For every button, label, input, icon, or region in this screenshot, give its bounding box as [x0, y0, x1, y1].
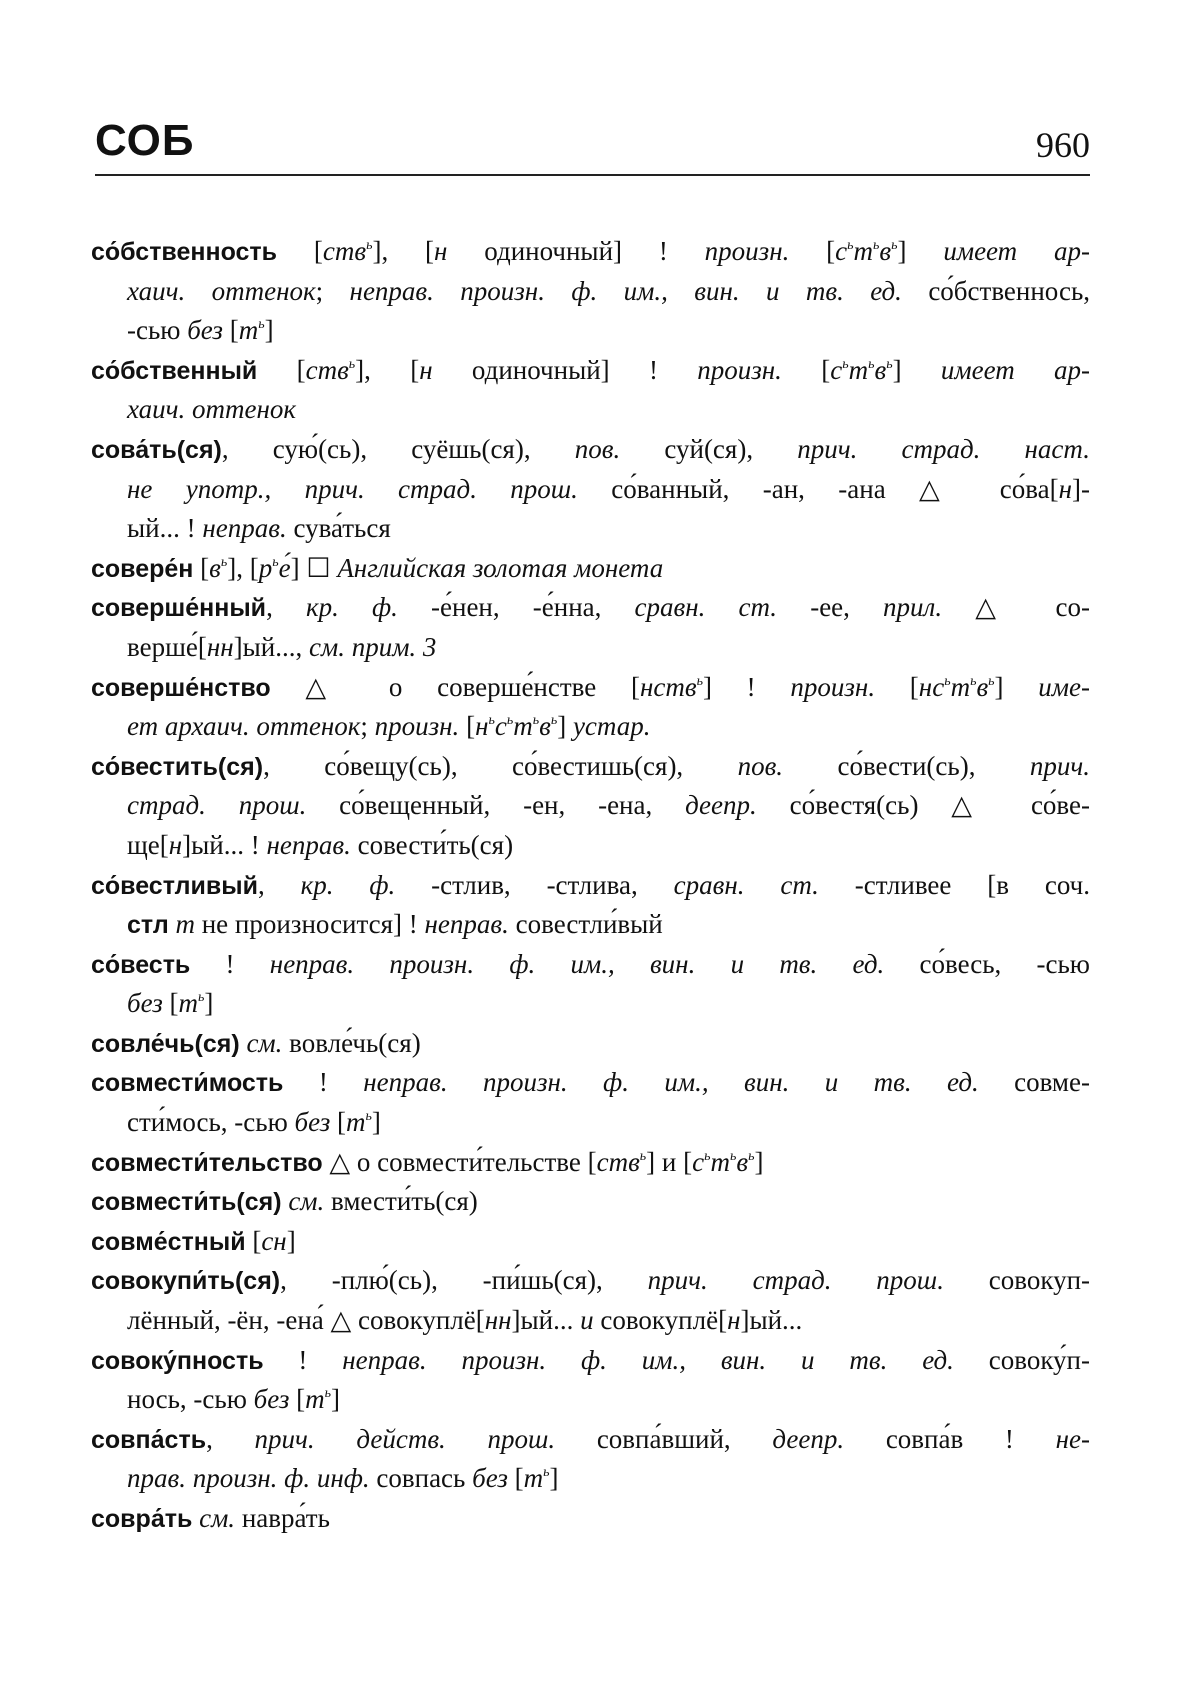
- page-number: 960: [1036, 125, 1090, 165]
- text: сува́ться: [286, 513, 391, 544]
- superscript-mark: ь: [365, 1109, 372, 1125]
- italic-label: деепр.: [772, 1423, 845, 1454]
- italic-label: в: [539, 711, 551, 742]
- text: [: [289, 1384, 306, 1415]
- entry-line: [91, 984, 1090, 1024]
- text: △ о соверше́нстве [: [270, 671, 640, 702]
- italic-label: неправ. произн. ф. им., вин. и тв. ед.: [363, 1067, 979, 1098]
- superscript-mark: ь: [506, 713, 514, 729]
- italic-label: сравн. ст.: [673, 869, 819, 900]
- italic-label: т: [346, 1107, 366, 1138]
- entry-line: [91, 668, 1090, 708]
- headword: совокупи́ть(ся): [91, 1267, 281, 1296]
- text: ]ый...,: [233, 631, 309, 662]
- italic-label: неправ. произн. ф. им., вин. и тв. ед.: [269, 948, 885, 979]
- headword: соверше́нный: [91, 594, 267, 623]
- text: -стлив, -стлива,: [395, 869, 674, 900]
- entry-line: [91, 1499, 1090, 1539]
- italic-label: т: [523, 1463, 544, 1494]
- headword: совмести́тельство: [91, 1148, 323, 1177]
- text: ], [: [355, 354, 420, 385]
- italic-label: ств: [305, 354, 349, 385]
- text: навра́ть: [235, 1503, 330, 1533]
- superscript-mark: ь: [847, 238, 854, 253]
- text: , -плю́(сь), -пи́шь(ся),: [280, 1265, 648, 1296]
- italic-label: см. прим. 3: [308, 631, 437, 662]
- text: ]: [892, 354, 941, 385]
- headword: со́бственный: [91, 356, 258, 385]
- italic-label: см.: [288, 1186, 325, 1217]
- italic-label: без: [187, 315, 223, 346]
- entry-line: [91, 509, 1090, 549]
- text: !: [283, 1067, 364, 1098]
- headword: со́весть: [91, 950, 191, 979]
- headword: со́бственность: [91, 238, 278, 266]
- headword: совра́ть: [91, 1505, 193, 1533]
- italic-label: устар.: [572, 711, 651, 742]
- entry-line: [91, 390, 1090, 430]
- entry-line: [91, 1063, 1090, 1103]
- text: нось, -сью: [127, 1384, 254, 1415]
- text: ] ☐: [290, 552, 338, 583]
- entry-line: [91, 1380, 1090, 1420]
- text: [: [245, 1225, 262, 1256]
- text: совпась: [369, 1463, 473, 1494]
- text: со́ванный, -ан, -ана △ со́ва[: [577, 473, 1059, 504]
- superscript-mark: ь: [988, 673, 995, 689]
- text: ]: [204, 988, 214, 1019]
- text: вмести́ть(ся): [324, 1186, 478, 1217]
- italic-label: в: [976, 671, 989, 702]
- italic-label: кр. ф.: [300, 869, 396, 900]
- text: [: [277, 236, 323, 266]
- headword: совпа́сть: [91, 1425, 207, 1454]
- superscript-mark: ь: [532, 713, 540, 729]
- italic-label: прич. страд. наст.: [797, 433, 1090, 464]
- text: , сую́(сь), суёшь(ся),: [221, 433, 575, 464]
- entry-line: [91, 311, 1090, 351]
- italic-label: т: [513, 711, 533, 742]
- text: совпа́в !: [844, 1423, 1056, 1454]
- text: ,: [257, 869, 301, 900]
- headword: совере́н: [91, 554, 194, 583]
- text: ]ый...: [511, 1305, 581, 1336]
- text: ,: [206, 1423, 255, 1454]
- superscript-mark: ь: [488, 713, 495, 729]
- text: ]: [557, 711, 573, 742]
- text: [: [162, 988, 179, 1019]
- page-header: [95, 118, 1090, 176]
- superscript-mark: ь: [873, 238, 880, 253]
- text: [: [257, 354, 306, 385]
- entry-line: [91, 430, 1090, 470]
- text: сти́мось, -сью: [127, 1107, 295, 1138]
- dictionary-entry: [91, 1261, 1090, 1340]
- text: ]: [264, 315, 274, 346]
- italic-label: в: [736, 1146, 749, 1177]
- dictionary-entry: [91, 430, 1090, 549]
- text: ] и [: [646, 1146, 693, 1177]
- text: совокуп-: [943, 1265, 1091, 1296]
- italic-label: деепр.: [685, 790, 757, 821]
- italic-label: с: [494, 711, 507, 742]
- entry-line: [91, 351, 1090, 391]
- italic-label: неправ.: [424, 909, 509, 940]
- superscript-mark: ь: [550, 713, 558, 729]
- italic-label: без: [294, 1107, 331, 1138]
- text: ] !: [702, 671, 791, 702]
- italic-label: ств: [322, 236, 367, 266]
- italic-label: н: [1058, 473, 1073, 504]
- italic-label: т: [238, 315, 259, 346]
- italic-label: Английская золотая монета: [337, 552, 664, 583]
- text: со́бственнось,: [901, 275, 1091, 306]
- headword: стл: [127, 911, 169, 940]
- entry-line: [91, 945, 1090, 985]
- superscript-mark: ь: [348, 356, 356, 372]
- italic-label: без: [127, 988, 163, 1019]
- superscript-mark: ь: [258, 317, 265, 333]
- italic-label: т: [950, 671, 971, 702]
- italic-label: прич.: [1029, 750, 1090, 781]
- text: со́весь, -сью: [884, 948, 1090, 979]
- superscript-mark: ь: [696, 673, 703, 689]
- superscript-mark: ь: [842, 356, 849, 372]
- text: ]ый...: [740, 1305, 803, 1336]
- italic-label: кр. ф.: [305, 592, 398, 623]
- entry-line: [91, 1261, 1090, 1301]
- italic-label: неправ. произн. ф. им., вин. и тв. ед.: [342, 1344, 954, 1375]
- text: со́вестя(сь) △ со́ве-: [756, 790, 1090, 821]
- dictionary-entry: [91, 1499, 1090, 1539]
- italic-label: в: [874, 354, 887, 385]
- headword: совме́стный: [91, 1227, 246, 1256]
- italic-label: прич. страд. прош.: [647, 1265, 944, 1296]
- text: ]: [994, 671, 1039, 702]
- text: [: [507, 1463, 524, 1494]
- italic-label: сравн. ст.: [634, 592, 778, 623]
- text: !: [190, 948, 270, 979]
- text: ;: [360, 711, 375, 742]
- italic-label: см.: [199, 1503, 236, 1533]
- italic-label: т: [710, 1146, 730, 1177]
- headword: соверше́нство: [91, 673, 271, 702]
- text: [: [459, 711, 476, 742]
- entry-line: [91, 232, 1090, 272]
- italic-label: ет архаич. оттенок: [127, 711, 361, 742]
- italic-label: с: [835, 236, 848, 266]
- text: ]: [331, 1384, 341, 1415]
- text: ]: [897, 236, 944, 266]
- italic-label: име-: [1038, 671, 1090, 702]
- italic-label: имеет ар-: [940, 354, 1091, 385]
- text: совоку́п-: [953, 1344, 1090, 1375]
- dictionary-entry: [91, 549, 1090, 589]
- superscript-mark: ь: [944, 673, 951, 689]
- italic-label: без: [253, 1384, 290, 1415]
- text: лённый, -ён, -ена́ △ совокуплё[: [127, 1305, 485, 1336]
- headword: совле́чь(ся): [91, 1029, 240, 1058]
- text: верше́[: [127, 631, 207, 662]
- entry-line: [91, 1024, 1090, 1064]
- italic-label: хаич. оттенок: [127, 394, 297, 425]
- entry-line: [91, 470, 1090, 510]
- text: [: [789, 236, 836, 266]
- italic-label: н: [168, 829, 183, 860]
- text: ]ый... !: [182, 829, 267, 860]
- text: совестли́вый: [508, 909, 663, 940]
- italic-label: хаич. оттенок: [127, 275, 316, 306]
- italic-label: без: [472, 1463, 508, 1494]
- italic-label: т: [305, 1384, 325, 1415]
- superscript-mark: ь: [729, 1148, 737, 1164]
- text: ый... !: [127, 513, 203, 544]
- text: , со́вещу(сь), со́вестишь(ся),: [263, 750, 738, 781]
- superscript-mark: ь: [366, 238, 373, 253]
- superscript-mark: ь: [272, 554, 279, 570]
- italic-label: нн: [206, 631, 234, 662]
- superscript-mark: ь: [220, 554, 228, 570]
- superscript-mark: ь: [891, 238, 898, 253]
- text: △ о совмести́тельстве [: [322, 1146, 597, 1177]
- text: -ее,: [777, 592, 884, 623]
- text: совме-: [978, 1067, 1090, 1098]
- italic-label: н: [434, 236, 448, 266]
- dictionary-entry: [91, 945, 1090, 1024]
- text: ], [: [227, 552, 259, 583]
- superscript-mark: ь: [886, 356, 893, 372]
- dictionary-entry: [91, 1024, 1090, 1064]
- text: ], [: [372, 236, 435, 266]
- entry-line: [91, 588, 1090, 628]
- text: ]: [286, 1225, 296, 1256]
- text: совокуплё[: [593, 1305, 728, 1336]
- text: [: [330, 1107, 346, 1138]
- text: ]-: [1072, 473, 1091, 504]
- dictionary-entry: [91, 1420, 1090, 1499]
- entry-line: [91, 1103, 1090, 1143]
- headword: со́вестить(ся): [91, 752, 264, 781]
- superscript-mark: ь: [748, 1148, 755, 1164]
- entry-line: [91, 826, 1090, 866]
- italic-label: пов.: [737, 750, 784, 781]
- dictionary-entry: [91, 588, 1090, 667]
- italic-label: прич. действ. прош.: [254, 1423, 556, 1454]
- text: ]: [371, 1107, 381, 1138]
- italic-label: н: [419, 354, 433, 385]
- superscript-mark: ь: [970, 673, 977, 689]
- text: совести́ть(ся): [350, 829, 514, 860]
- text: !: [263, 1344, 343, 1375]
- headword: со́вестливый: [91, 871, 258, 900]
- italic-label: т: [848, 354, 869, 385]
- italic-label: неправ.: [266, 829, 351, 860]
- text: [: [222, 315, 239, 346]
- italic-label: произн.: [697, 354, 782, 385]
- italic-label: неправ.: [202, 513, 287, 544]
- superscript-mark: ь: [868, 356, 875, 372]
- entry-line: [91, 786, 1090, 826]
- dictionary-entry: [91, 1222, 1090, 1262]
- italic-label: р: [258, 552, 273, 583]
- dictionary-entry: [91, 866, 1090, 945]
- dictionary-entry: [91, 747, 1090, 866]
- text: ,: [266, 592, 306, 623]
- entry-line: [91, 272, 1090, 312]
- italic-label: пов.: [574, 433, 621, 464]
- dictionary-entry: [91, 1063, 1090, 1142]
- text: не произносится] !: [194, 909, 425, 940]
- headword: совмести́ть(ся): [91, 1188, 282, 1217]
- dictionary-entries: [91, 232, 1090, 1539]
- italic-label: прав. произн. ф. инф.: [127, 1463, 370, 1494]
- italic-label: не употр., прич. страд. прош.: [127, 473, 578, 504]
- text: -стливее [в соч.: [818, 869, 1090, 900]
- text: совпа́вший,: [555, 1423, 773, 1454]
- italic-label: с: [692, 1146, 705, 1177]
- italic-label: нн: [484, 1305, 512, 1336]
- superscript-mark: ь: [543, 1465, 550, 1481]
- italic-label: страд. прош.: [127, 790, 307, 821]
- text: со́вещенный, -ен, -ена,: [306, 790, 686, 821]
- italic-label: произн.: [704, 236, 790, 266]
- entry-line: [91, 628, 1090, 668]
- guide-word: СОБ: [95, 116, 195, 165]
- italic-label: не-: [1055, 1423, 1090, 1454]
- italic-label: е́: [278, 552, 291, 583]
- italic-label: в: [879, 236, 892, 266]
- superscript-mark: ь: [324, 1386, 332, 1402]
- headword: совоку́пность: [91, 1346, 264, 1375]
- text: ]: [549, 1463, 559, 1494]
- italic-label: ств: [596, 1146, 640, 1177]
- text: суй(ся),: [620, 433, 798, 464]
- text: одиночный] !: [432, 354, 698, 385]
- text: -сью: [127, 315, 188, 346]
- entry-line: [91, 1459, 1090, 1499]
- entry-line: [91, 707, 1090, 747]
- italic-label: произн.: [374, 711, 460, 742]
- dictionary-entry: [91, 668, 1090, 747]
- italic-label: н: [727, 1305, 741, 1336]
- entry-line: [91, 1301, 1090, 1341]
- superscript-mark: ь: [639, 1148, 647, 1164]
- italic-label: нс: [918, 671, 945, 702]
- entry-line: [91, 549, 1090, 589]
- text: △ со-: [942, 592, 1090, 623]
- italic-label: прил.: [883, 592, 943, 623]
- text: ;: [315, 275, 350, 306]
- italic-label: см.: [246, 1027, 283, 1058]
- dictionary-entry: [91, 1341, 1090, 1420]
- italic-label: неправ. произн. ф. им., вин. и тв. ед.: [349, 275, 902, 306]
- italic-label: н: [475, 711, 489, 742]
- italic-label: нств: [639, 671, 697, 702]
- entry-line: [91, 1143, 1090, 1183]
- italic-label: сн: [261, 1225, 287, 1256]
- italic-label: с: [830, 354, 843, 385]
- italic-label: имеет ар-: [943, 236, 1091, 266]
- entry-line: [91, 1341, 1090, 1381]
- dictionary-entry: [91, 1182, 1090, 1222]
- entry-line: [91, 866, 1090, 906]
- headword: сова́ть(ся): [91, 435, 222, 464]
- entry-line: [91, 905, 1090, 945]
- text: -е́нен, -е́нна,: [397, 592, 635, 623]
- italic-label: произн.: [790, 671, 876, 702]
- dictionary-entry: [91, 232, 1090, 351]
- dictionary-entry: [91, 1143, 1090, 1183]
- italic-label: и: [580, 1305, 594, 1336]
- superscript-mark: ь: [198, 990, 205, 1006]
- italic-label: т: [178, 988, 198, 1019]
- superscript-mark: ь: [704, 1148, 711, 1164]
- text: со́вести(сь),: [783, 750, 1030, 781]
- entry-line: [91, 1182, 1090, 1222]
- dictionary-entry: [91, 351, 1090, 430]
- headword: совмести́мость: [91, 1069, 284, 1098]
- text: ще[: [127, 829, 169, 860]
- text: одиночный] !: [447, 236, 705, 266]
- entry-line: [91, 1420, 1090, 1460]
- italic-label: т: [175, 909, 195, 940]
- text: [: [875, 671, 919, 702]
- text: [: [193, 552, 210, 583]
- text: вовле́чь(ся): [282, 1027, 421, 1058]
- text: [: [781, 354, 831, 385]
- italic-label: т: [853, 236, 874, 266]
- entry-line: [91, 747, 1090, 787]
- italic-label: в: [209, 552, 221, 583]
- entry-line: [91, 1222, 1090, 1262]
- text: ]: [754, 1146, 764, 1177]
